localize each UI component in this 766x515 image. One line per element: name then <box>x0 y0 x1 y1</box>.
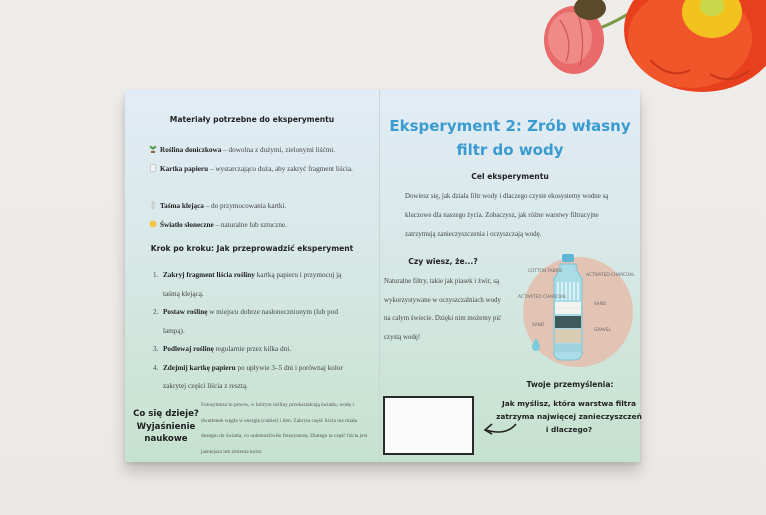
svg-text:SAND: SAND <box>532 323 545 328</box>
material-item: Światło słoneczne – naturalne lub sztuczne. <box>149 216 359 235</box>
step-item: 4. Zdejmij kartkę papieru po upływie 3–5 dni i porównaj kolor zakrytej części liścia z resztą. <box>153 363 343 390</box>
material-item: Taśma klejąca – do przymocowania kartki. <box>149 197 359 216</box>
explanation-text: Fotosynteza to proces, w którym rośliny przekształcają światło, wodę i dwutlenek węgla w energię (cukier) i tlen. Zakryta część liścia nie miała dostępu do światła, co uniemożliwiło fotosyntezę. Dlatego ta część liścia jest jaśniejsza lub zmienia kolor. <box>201 402 368 455</box>
sun-icon <box>149 220 157 228</box>
left-page <box>125 90 379 462</box>
thoughts-question: Jak myślisz, która warstwa filtra zatrzyma najwięcej zanieczyszczeń i dlaczego? <box>496 399 642 434</box>
paper-icon <box>149 164 157 172</box>
fact-heading: Czy wiesz, że...? <box>408 257 478 266</box>
material-item: Kartka papieru – wystarczająco duża, aby zakryć fragment liścia. <box>149 160 359 179</box>
curved-arrow-icon <box>480 418 522 442</box>
tape-icon <box>149 201 157 209</box>
step-item: 3. Podlewaj roślinę regularnie przez kilka dni. <box>153 345 292 353</box>
material-item: Roślina doniczkowa – dowolna z dużymi, zielonymi liśćmi. <box>149 141 359 160</box>
experiment-title: Eksperyment 2: Zrób własny filtr do wody <box>389 117 631 159</box>
step-item: 2. Postaw roślinę w miejscu dobrze nasłonecznionym (lub pod lampą). <box>153 308 338 335</box>
explanation-heading: Co się dzieje? Wyjaśnienie naukowe <box>133 409 199 444</box>
thoughts-heading: Twoje przemyślenia: <box>526 380 614 389</box>
svg-text:ACTIVATED CHARCOAL: ACTIVATED CHARCOAL <box>586 273 635 278</box>
right-page <box>380 90 640 462</box>
svg-text:GRAVEL: GRAVEL <box>594 328 611 333</box>
steps-list <box>153 266 358 396</box>
seedling-icon <box>149 145 157 153</box>
svg-text:COTTON FABRIC: COTTON FABRIC <box>528 269 563 274</box>
step-item: 1. Zakryj fragment liścia rośliny kartką papieru i przymocuj ją taśmą klejącą. <box>153 271 342 298</box>
goal-text: Dowiesz się, jak działa filtr wody i dlaczego czyste ekosystemy wodne są kluczowe dla naszego życia. Zobaczysz, jak różne warstwy filtracyjne zatrzymują zanieczyszczenia i oczyszczają wodę. <box>405 193 609 238</box>
answer-box[interactable] <box>383 396 474 455</box>
svg-text:ACTIVATED CHARCOAL: ACTIVATED CHARCOAL <box>518 295 567 300</box>
fact-text: Naturalne filtry, takie jak piasek i żwir, są wykorzystywane w oczyszczalniach wody na całym świecie. Dzięki nim możemy pić czystą wodę! <box>384 278 502 341</box>
materials-heading: Materiały potrzebne do eksperymentu <box>169 115 335 124</box>
svg-text:SAND: SAND <box>594 302 607 307</box>
goal-heading: Cel eksperymentu <box>471 172 549 181</box>
water-filter-illustration <box>510 250 640 368</box>
poppy-flowers-photo <box>530 0 766 95</box>
booklet-spread <box>125 90 640 462</box>
steps-heading: Krok po kroku: Jak przeprowadzić eksperyment <box>150 244 354 253</box>
